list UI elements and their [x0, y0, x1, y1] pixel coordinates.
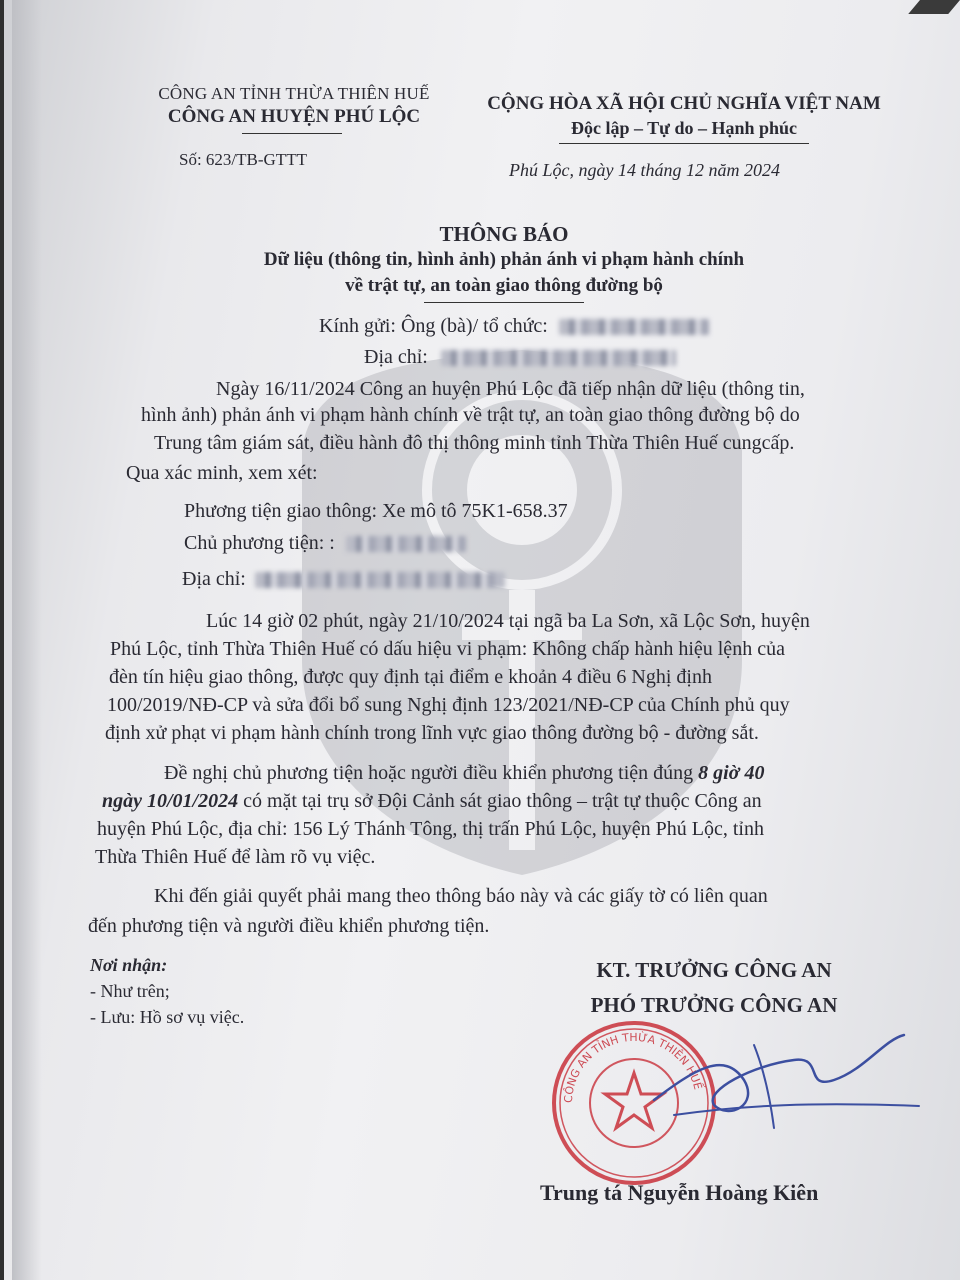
owner-address-row — [182, 568, 505, 591]
recipient-item: - Như trên; — [90, 981, 170, 1001]
recipient-row — [319, 315, 709, 338]
seal-text: CÔNG AN TỈNH THỪA THIÊN HUẾ — [561, 1030, 705, 1104]
violation-line-2: Phú Lộc, tỉnh Thừa Thiên Huế có dấu hiệu vi phạm: Không chấp hành hiệu lệnh của — [110, 638, 785, 660]
recipient-address-label: Địa chỉ: — [364, 346, 428, 368]
closing-line-2: đến phương tiện và người điều khiển phương tiện. — [88, 915, 490, 937]
national-motto: Độc lập – Tự do – Hạnh phúc — [570, 118, 798, 138]
violation-line-5: định xử phạt vi phạm hành chính trong lĩnh vực giao thông đường bộ - đường sắt. — [105, 722, 759, 744]
vehicle-info: Phương tiện giao thông: Xe mô tô 75K1-658.37 — [184, 500, 568, 522]
request-line-2 — [102, 790, 762, 813]
document-number: Số: 623/TB-GTTT — [179, 150, 307, 169]
intro-line-3: Trung tâm giám sát, điều hành đô thị thông minh tỉnh Thừa Thiên Huế cungcấp. — [154, 432, 795, 454]
signer-name: Trung tá Nguyễn Hoàng Kiên — [540, 1180, 819, 1205]
signatory-title-2: PHÓ TRƯỞNG CÔNG AN — [590, 993, 838, 1017]
owner-label: Chủ phương tiện: : — [184, 532, 335, 554]
owner-address-label: Địa chỉ: — [182, 568, 246, 590]
header-right-divider — [559, 143, 809, 144]
document-subtitle-2: về trật tự, an toàn giao thông đường bộ — [345, 275, 663, 296]
owner-row — [184, 532, 466, 555]
agency-name: CÔNG AN HUYỆN PHÚ LỘC — [167, 106, 421, 127]
paper-edge-shadow — [12, 0, 42, 1280]
recipients-label: Nơi nhận: — [90, 955, 168, 975]
request-text-2b: có mặt tại trụ sở Đội Cảnh sát giao thông – trật tự thuộc Công an — [238, 790, 762, 812]
recipient-address-row — [364, 346, 676, 369]
document-date: Phú Lộc, ngày 14 tháng 12 năm 2024 — [509, 160, 780, 180]
appointment-date: ngày 10/01/2024 — [102, 790, 239, 812]
recipient-label: Kính gửi: Ông (bà)/ tổ chức: — [319, 315, 548, 337]
document-page — [4, 0, 960, 1280]
paper-corner — [908, 0, 960, 14]
signatory-title-1: KT. TRƯỞNG CÔNG AN — [596, 958, 832, 982]
handwritten-signature-icon — [634, 1010, 934, 1140]
redacted-recipient-address — [441, 350, 676, 366]
recipient-item: - Lưu: Hồ sơ vụ việc. — [90, 1007, 245, 1027]
intro-line-1: Ngày 16/11/2024 Công an huyện Phú Lộc đã tiếp nhận dữ liệu (thông tin, — [216, 378, 805, 400]
verification-label: Qua xác minh, xem xét: — [126, 462, 318, 484]
document-subtitle-1: Dữ liệu (thông tin, hình ảnh) phản ánh vi phạm hành chính — [263, 249, 745, 270]
request-line-4: Thừa Thiên Huế để làm rõ vụ việc. — [95, 846, 376, 868]
request-line-1 — [164, 762, 764, 785]
violation-line-4: 100/2019/NĐ-CP và sửa đổi bổ sung Nghị định 123/2021/NĐ-CP của Chính phủ quy — [107, 694, 790, 716]
appointment-time: 8 giờ 40 — [698, 762, 765, 784]
document-title: THÔNG BÁO — [439, 222, 569, 246]
country-name: CỘNG HÒA XÃ HỘI CHỦ NGHĨA VIỆT NAM — [487, 93, 881, 114]
header-left-divider — [242, 133, 342, 134]
violation-line-1: Lúc 14 giờ 02 phút, ngày 21/10/2024 tại ngã ba La Sơn, xã Lộc Sơn, huyện — [206, 610, 810, 632]
request-text-1a: Đề nghị chủ phương tiện hoặc người điều khiển phương tiện đúng — [164, 762, 699, 784]
title-divider — [424, 302, 584, 303]
intro-line-2: hình ảnh) phản ánh vi phạm hành chính về trật tự, an toàn giao thông đường bộ do — [141, 404, 800, 426]
redacted-owner-name — [346, 536, 466, 552]
redacted-owner-address — [255, 572, 505, 588]
closing-line-1: Khi đến giải quyết phải mang theo thông báo này và các giấy tờ có liên quan — [154, 885, 768, 907]
redacted-recipient-name — [559, 319, 709, 335]
violation-line-3: đèn tín hiệu giao thông, được quy định tại điểm e khoản 4 điều 6 Nghị định — [109, 666, 712, 688]
agency-parent: CÔNG AN TỈNH THỪA THIÊN HUẾ — [158, 84, 430, 103]
request-line-3: huyện Phú Lộc, địa chỉ: 156 Lý Thánh Tông, thị trấn Phú Lộc, huyện Phú Lộc, tỉnh — [97, 818, 764, 840]
